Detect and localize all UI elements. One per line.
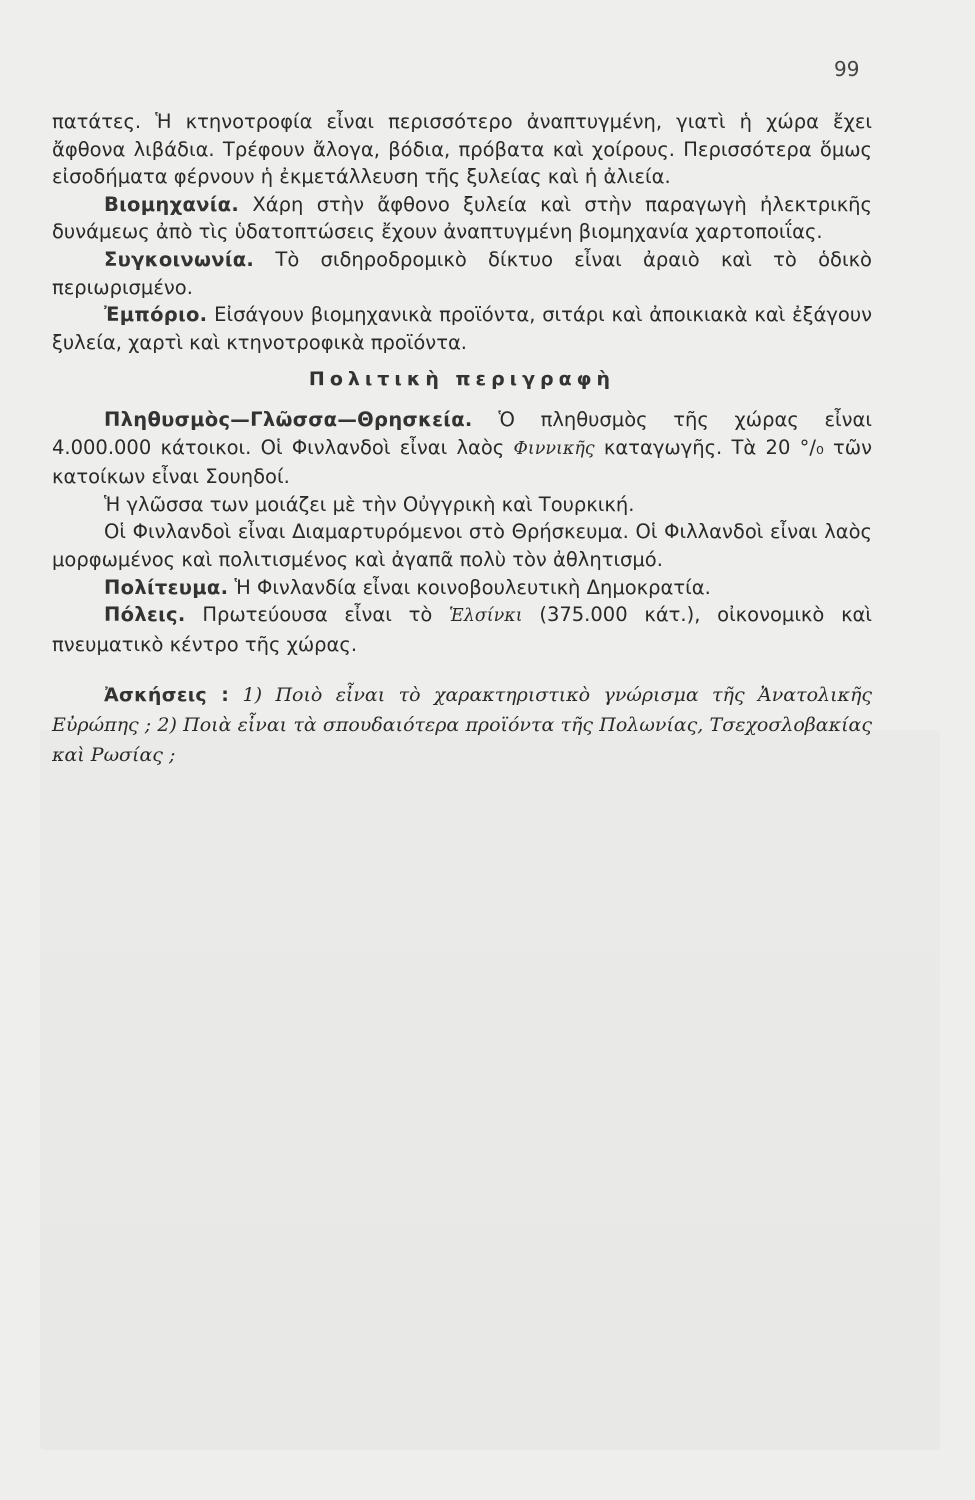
- religion-paragraph: Οἱ Φινλανδοὶ εἶναι Διαμαρτυρόμενοι στὸ Θρήσκευμα. Οἱ Φιλλανδοὶ εἶναι λαὸς μορφωμένος καὶ πολιτισμένος καὶ ἀγαπᾶ πολὺ τὸν ἀθλητισμό.: [52, 520, 872, 571]
- cities-text-before: Πρωτεύουσα εἶναι τὸ: [202, 603, 433, 627]
- exercises-text: 1) Ποιὸ εἶναι τὸ χαρακτηριστικὸ γνώρισμα τῆς Ἀνατολικῆς Εὐρώπης ; 2) Ποιὰ εἶναι τὰ σπουδαιότερα προϊόντα τῆς Πολωνίας, Τσεχοσλοβακίας καὶ Ρωσίας ;: [52, 684, 873, 767]
- population-text-after: καταγωγῆς. Τὰ 20 °/₀ τῶν κατοίκων εἶναι Σουηδοί.: [52, 435, 873, 489]
- page-number: 99: [834, 57, 860, 81]
- population-paragraph: [52, 406, 872, 491]
- population-label: Πληθυσμὸς—Γλῶσσα—Θρησκεία.: [104, 407, 473, 431]
- exercises-paragraph: [52, 680, 872, 770]
- industry-text: Χάρη στὴν ἄφθονο ξυλεία καὶ στὴν παραγωγὴ ἠλεκτρικῆς δυνάμεως ἀπὸ τὶς ὑδατοπτώσεις ἔχουν ἀναπτυγμένη βιομηχανία χαρτοποιΐας.: [52, 192, 872, 244]
- government-label: Πολίτευμα.: [104, 575, 229, 599]
- trade-label: Ἐμπόριο.: [104, 303, 208, 327]
- section-heading: Πολιτικὴ περιγραφὴ: [308, 368, 616, 391]
- cities-paragraph: [52, 601, 872, 658]
- cities-italic: Ἑλσίνκι: [449, 606, 523, 627]
- transport-paragraph: [52, 246, 872, 301]
- government-text: Ἡ Φινλανδία εἶναι κοινοβουλευτικὴ Δημοκρατία.: [234, 575, 711, 599]
- population-text-before: Ὁ πληθυσμὸς τῆς χώρας εἶναι 4.000.000 κάτοικοι. Οἱ Φινλανδοὶ εἶναι λαὸς: [52, 407, 873, 459]
- trade-text: Εἰσάγουν βιομηχανικὰ προϊόντα, σιτάρι καὶ ἀποικιακὰ καὶ ἐξάγουν ξυλεία, χαρτὶ καὶ κτηνοτροφικὰ προϊόντα.: [52, 303, 873, 354]
- language-paragraph: Ἡ γλῶσσα των μοιάζει μὲ τὴν Οὐγγρικὴ καὶ Τουρκική.: [104, 492, 635, 516]
- transport-label: Συγκοινωνία.: [104, 247, 255, 271]
- industry-paragraph: [52, 191, 872, 246]
- intro-paragraph: πατάτες. Ἡ κτηνοτροφία εἶναι περισσότερο ἀναπτυγμένη, γιατὶ ἡ χώρα ἔχει ἄφθονα λιβάδια. Τρέφουν ἄλογα, βόδια, πρόβατα καὶ χοίρους. Περισσότερα ὅμως εἰσοδήματα φέρνουν ἡ ἐκμετάλλευση τῆς ξυλείας καὶ ἡ ἀλιεία.: [52, 110, 872, 189]
- body-text: [52, 108, 872, 770]
- cities-text-after: (375.000 κάτ.), οἰκονομικὸ καὶ πνευματικὸ κέντρο τῆς χώρας.: [52, 603, 873, 656]
- cities-label: Πόλεις.: [104, 603, 186, 627]
- industry-label: Βιομηχανία.: [104, 192, 240, 216]
- transport-text: Τὸ σιδηροδρομικὸ δίκτυο εἶναι ἀραιὸ καὶ τὸ ὁδικὸ περιωρισμένο.: [52, 247, 872, 299]
- trade-paragraph: [52, 301, 872, 356]
- population-italic: Φιννικῆς: [513, 438, 595, 459]
- bleed-through-shade: [40, 730, 940, 1450]
- exercises-label: Ἀσκήσεις :: [104, 684, 230, 707]
- government-paragraph: [52, 574, 872, 602]
